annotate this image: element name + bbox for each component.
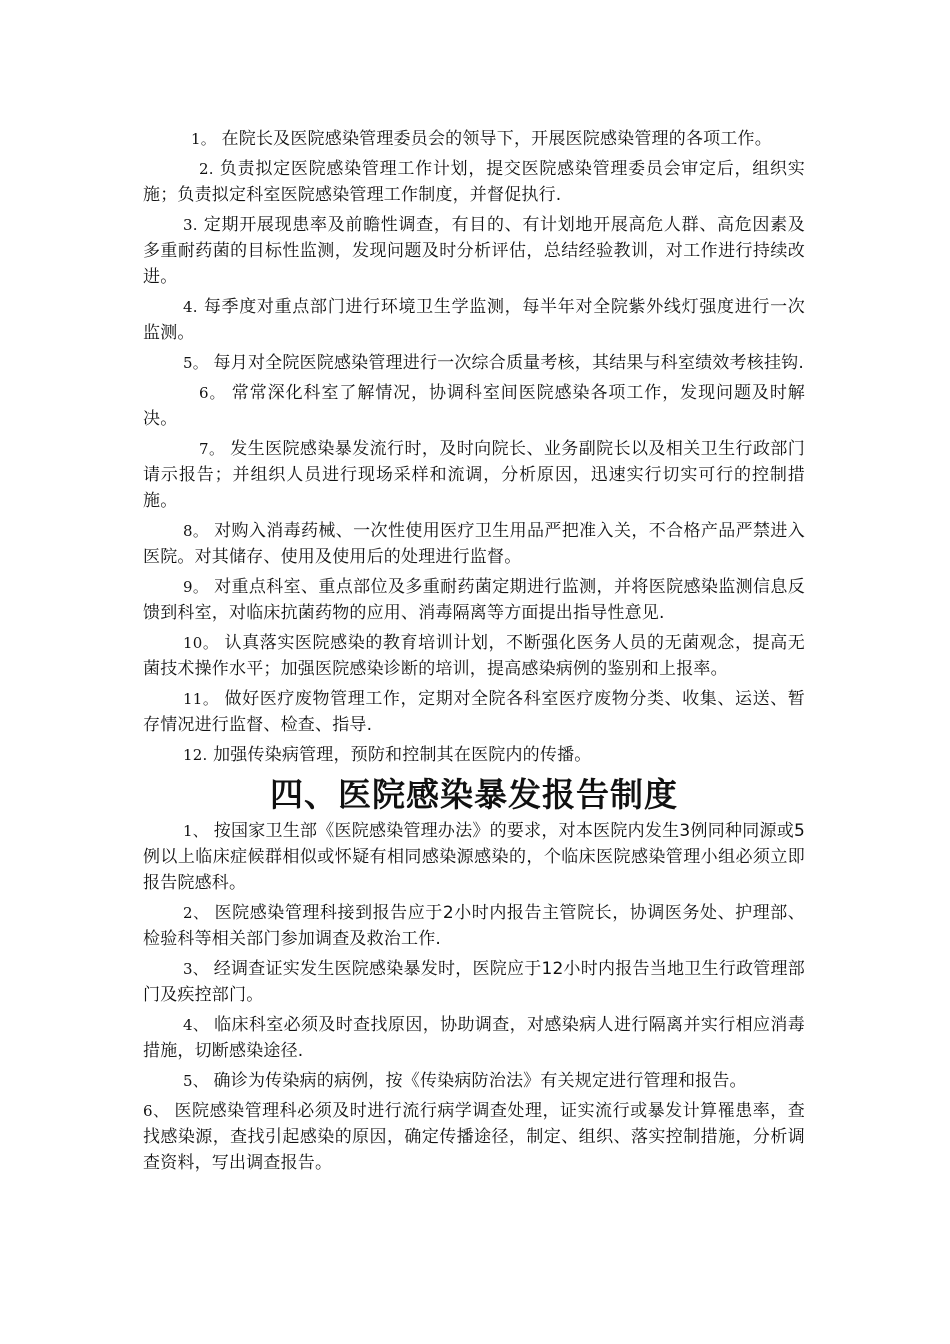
item-text: 在院长及医院感染管理委员会的领导下，开展医院感染管理的各项工作。 <box>215 129 772 149</box>
item-number: 12. <box>183 746 208 764</box>
list-item <box>143 818 805 896</box>
item-text: 医院感染管理科必须及时进行流行病学调查处理，证实流行或暴发计算罹患率，查找感染源，查找引起感染的原因，确定传播途径，制定、组织、落实控制措施，分析调查资料，写出调查报告。 <box>143 1101 805 1173</box>
item-number: 4、 <box>183 1016 209 1034</box>
item-number: 3、 <box>183 960 209 978</box>
item-text: 经调查证实发生医院感染暴发时，医院应于12小时内报告当地卫生行政管理部门及疾控部门。 <box>143 959 805 1005</box>
item-text: 每月对全院医院感染管理进行一次综合质量考核，其结果与科室绩效考核挂钩. <box>207 353 804 373</box>
list-item <box>143 156 805 208</box>
item-number: 2、 <box>183 904 209 922</box>
item-text: 定期开展现患率及前瞻性调查，有目的、有计划地开展高危人群、高危因素及多重耐药菌的目标性监测，发现问题及时分析评估，总结经验教训，对工作进行持续改进。 <box>143 215 805 287</box>
item-number: 11。 <box>183 690 219 708</box>
list-item <box>143 630 805 682</box>
list-item <box>143 956 805 1008</box>
item-number: 3. <box>183 216 198 234</box>
item-text: 常常深化科室了解情况，协调科室间医院感染各项工作，发现问题及时解决。 <box>143 383 805 429</box>
item-text: 每季度对重点部门进行环境卫生学监测，每半年对全院紫外线灯强度进行一次监测。 <box>143 297 805 343</box>
item-number: 5。 <box>183 354 208 372</box>
list-item <box>143 436 805 514</box>
item-text: 按国家卫生部《医院感染管理办法》的要求，对本医院内发生3例同种同源或5例以上临床症候群相似或怀疑有相同感染源感染的，个临床医院感染管理小组必须立即报告院感科。 <box>143 821 805 893</box>
item-number: 1、 <box>183 822 209 840</box>
report-rules-list <box>143 818 805 1176</box>
list-item <box>143 1012 805 1064</box>
item-number: 10。 <box>183 634 219 652</box>
document-content <box>143 126 805 1180</box>
item-text: 认真落实医院感染的教育培训计划，不断强化医务人员的无菌观念，提高无菌技术操作水平；加强医院感染诊断的培训，提高感染病例的鉴别和上报率。 <box>143 633 806 679</box>
list-item <box>143 900 805 952</box>
list-item <box>143 212 805 290</box>
list-item <box>143 380 805 432</box>
list-item <box>143 294 805 346</box>
item-text: 对购入消毒药械、一次性使用医疗卫生用品严把准入关，不合格产品严禁进入医院。对其储存、使用及使用后的处理进行监督。 <box>143 521 805 567</box>
item-text: 确诊为传染病的病例，按《传染病防治法》有关规定进行管理和报告。 <box>207 1071 747 1091</box>
list-item <box>143 518 805 570</box>
item-text: 加强传染病管理，预防和控制其在医院内的传播。 <box>207 745 592 765</box>
list-item <box>143 126 805 152</box>
list-item <box>143 742 805 768</box>
list-item <box>143 350 805 376</box>
item-number: 8。 <box>183 522 209 540</box>
item-number: 4. <box>183 298 198 316</box>
section-heading: 四、医院感染暴发报告制度 <box>270 775 678 814</box>
item-number: 7。 <box>199 440 225 458</box>
item-number: 5、 <box>183 1072 208 1090</box>
item-text: 做好医疗废物管理工作，定期对全院各科室医疗废物分类、收集、运送、暂存情况进行监督、检查、指导. <box>143 689 806 735</box>
item-number: 9。 <box>183 578 209 596</box>
item-text: 负责拟定医院感染管理工作计划，提交医院感染管理委员会审定后，组织实施；负责拟定科室医院感染管理工作制度，并督促执行. <box>143 159 805 205</box>
item-number: 1。 <box>191 130 216 148</box>
item-text: 临床科室必须及时查找原因，协助调查，对感染病人进行隔离并实行相应消毒措施，切断感染途径. <box>143 1015 805 1061</box>
item-number: 6、 <box>143 1102 169 1120</box>
list-item <box>143 1068 805 1094</box>
item-text: 医院感染管理科接到报告应于2小时内报告主管院长，协调医务处、护理部、检验科等相关部门参加调查及救治工作. <box>143 903 805 949</box>
item-number: 6。 <box>199 384 226 402</box>
item-number: 2. <box>199 160 214 178</box>
item-text: 发生医院感染暴发流行时，及时向院长、业务副院长以及相关卫生行政部门请示报告；并组织人员进行现场采样和流调，分析原因，迅速实行切实可行的控制措施。 <box>143 439 806 511</box>
list-item <box>143 1098 805 1176</box>
item-text: 对重点科室、重点部位及多重耐药菌定期进行监测，并将医院感染监测信息反馈到科室，对临床抗菌药物的应用、消毒隔离等方面提出指导性意见. <box>143 577 805 623</box>
list-item <box>143 574 805 626</box>
list-item <box>143 686 805 738</box>
duty-list <box>143 126 805 768</box>
